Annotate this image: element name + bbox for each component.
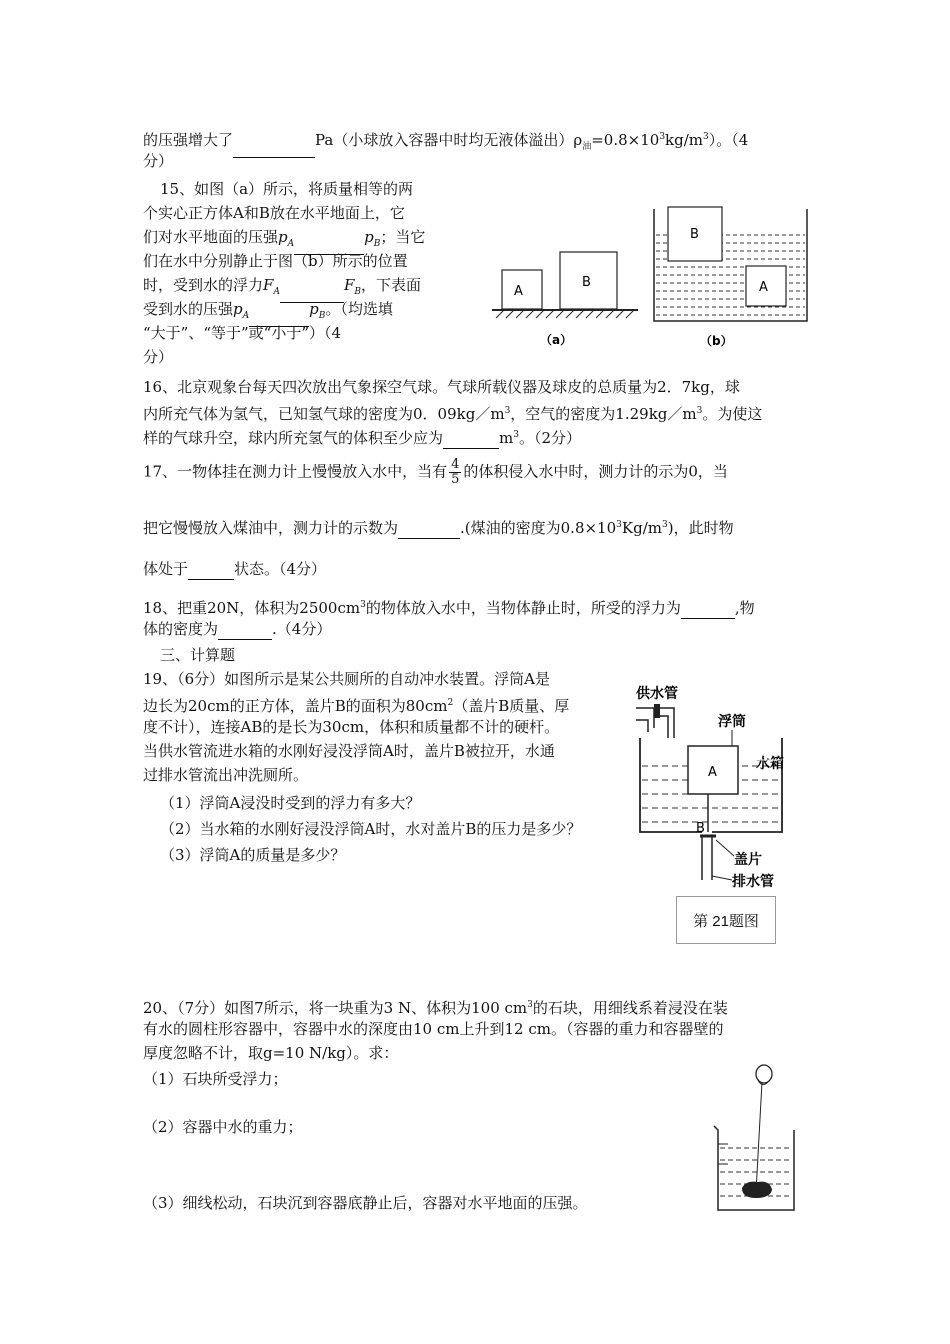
answer-blank[interactable] (443, 432, 499, 449)
q17-line3: 体处于 状态。（4分） (143, 560, 327, 578)
answer-blank[interactable] (218, 623, 272, 640)
supply-pipe-label: 供水管 (636, 686, 678, 702)
q18-line2: 体的密度为 .（4分） (143, 620, 332, 638)
q18-line1: 18、把重20N，体积为$2500cm^3$的物体放入水中，当物体静止时，所受的浮力为 ,物 (143, 599, 755, 617)
q14-line2: 分） (143, 152, 174, 170)
ground-hatch (496, 310, 634, 318)
q15-line3: 们对水平地面的压强$p_A$ $p_B$；当它 (143, 226, 425, 255)
figure-a-label: （a） (540, 333, 573, 347)
block-b-label: B (690, 227, 699, 242)
q15-line7: “大于”、“等于”或“小于”）（4 (143, 324, 342, 342)
q16-line1: 16、北京观象台每天四次放出气象探空气球。气球所载仪器及球皮的总质量为2．7kg，球 (143, 378, 740, 396)
figure-a (490, 240, 640, 350)
q20-line3: 厚度忽略不计，取g=10 N/kg）。求： (143, 1044, 399, 1062)
block-a-label: A (514, 284, 523, 299)
q19-sub1: （1）浮筒A浸没时受到的浮力有多大？ (160, 794, 421, 812)
string (756, 1082, 762, 1192)
answer-blank[interactable] (398, 522, 460, 539)
block-a-label: A (759, 280, 768, 295)
q15-line5: 时，受到水的浮力$F_A$ $F_B$，下表面 (143, 274, 421, 303)
q14-line1: 的压强增大了 Pa（小球放入容器中时均无液体溢出）$\rho_油=0.8\times 10^3kg/m^3$）。（4 (143, 126, 748, 158)
q19-sub2: （2）当水箱的水刚好浸没浮筒A时，水对盖片B的压力是多少？ (160, 820, 582, 838)
q15-line8: 分） (143, 348, 174, 366)
supply-pipe (636, 708, 654, 732)
float-a-label: A (708, 765, 717, 780)
q19-sub3: （3）浮筒A的质量是多少？ (160, 846, 346, 864)
q15-line1: 15、如图（a）所示，将质量相等的两 (160, 180, 414, 198)
figure-b-label: （b） (700, 334, 733, 348)
figure-b (648, 205, 813, 353)
q20-line2: 有水的圆柱形容器中，容器中水的深度由10 cm上升到12 cm。（容器的重力和容器壁的 (143, 1020, 724, 1038)
q16-line2: 内所充气体为氢气，已知氢气球的密度为0．$09kg/m^3$，空气的密度为$1.29kg/m^3$。为使这 (143, 405, 763, 423)
lid-label: 盖片 (734, 852, 762, 868)
drain-pipe (702, 836, 712, 880)
q20-sub2: （2）容器中水的重力； (143, 1118, 303, 1136)
q15-line2: 个实心正方体A和B放在水平地面上，它 (143, 204, 405, 222)
drain-label: 排水管 (732, 874, 774, 890)
q20-sub1: （1）石块所受浮力； (143, 1070, 288, 1088)
tank-label: 水箱 (756, 756, 784, 772)
q15-line4: 们在水中分别静止于图（b）所示的位置 (143, 252, 408, 270)
section-heading: 三、计算题 (160, 646, 236, 664)
answer-blank[interactable] (233, 141, 315, 158)
stone (742, 1182, 772, 1198)
float-label: 浮筒 (718, 714, 746, 730)
q19-line5: 过排水管流出冲洗厕所。 (143, 766, 309, 784)
q19-line3: 度不计），连接AB的是长为30cm，体积和质量都不计的硬杆。 (143, 718, 560, 736)
block-b-label: B (582, 275, 591, 290)
answer-blank[interactable] (681, 602, 735, 619)
flush-device-figure (632, 680, 812, 895)
q16-line3: 样的气球升空，球内所充氢气的体积至少应为 $m^3$。（2分） (143, 429, 582, 447)
beaker-figure (706, 1060, 806, 1220)
answer-blank[interactable] (188, 563, 234, 580)
fraction: $\frac{4}{5}$ (451, 457, 460, 487)
q19-line2: 边长为20cm的正方体，盖片B的面积为$80cm^2$（盖片B质量、厚 (143, 697, 570, 715)
q15-line6: 受到水的压强$p_A$ $p_B$。（均选填 (143, 298, 393, 327)
q19-line4: 当供水管流进水箱的水刚好浸没浮筒A时，盖片B被拉开，水通 (143, 742, 555, 760)
valve (654, 704, 660, 718)
q17-line2: 把它慢慢放入煤油中，测力计的示数为 .(煤油的密度为$0.8\times 10^3Kg/m^3$)，此时物 (143, 519, 734, 537)
q17-line1: 17、一物体挂在测力计上慢慢放入水中，当有 $\frac{4}{5}$ 的体积侵入水中时，测力计的示为0，当 (143, 457, 728, 487)
q20-line1: 20、（7分）如图7所示，将一块重为3 N、体积为100 $cm^3$的石块，用细线系着浸没在装 (143, 999, 728, 1017)
q20-sub3: （3）细线松动，石块沉到容器底静止后，容器对水平地面的压强。 (143, 1194, 588, 1212)
figure-caption: 第 21题图 (676, 896, 776, 944)
lid-b-label: B (696, 821, 705, 836)
q19-line1: 19、（6分）如图所示是某公共厕所的自动冲水装置。浮筒A是 (143, 670, 550, 688)
